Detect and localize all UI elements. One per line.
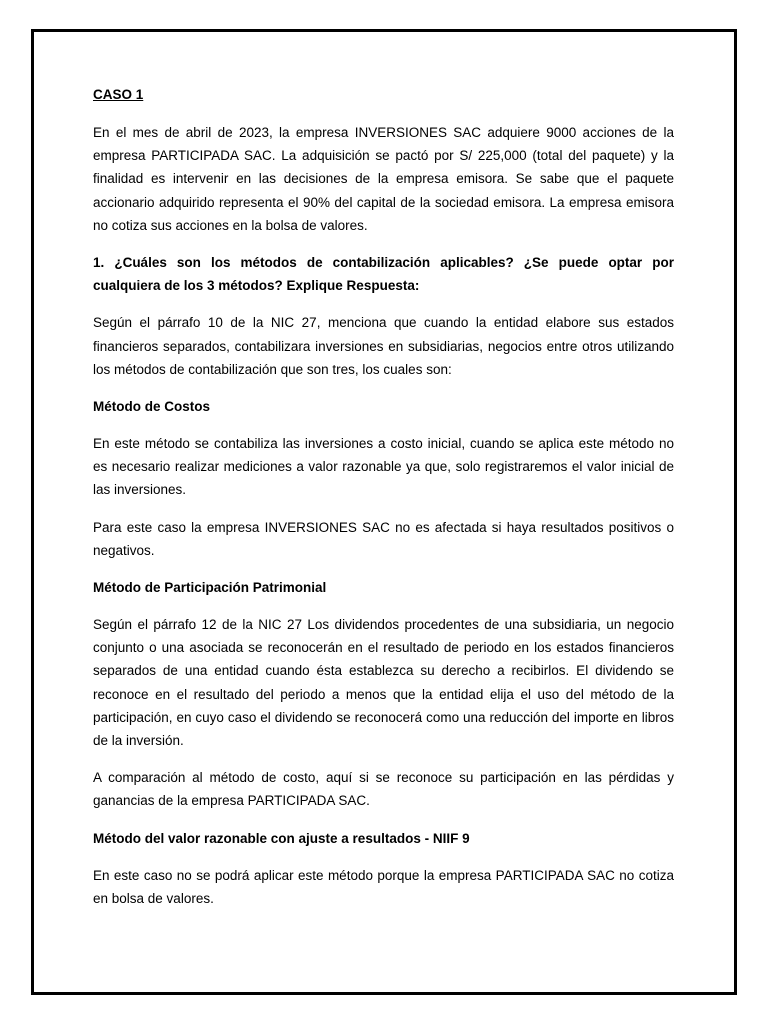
section-paragraph: A comparación al método de costo, aquí si se reconoce su participación en las pérdidas y ganancias de la empresa PARTICIPADA SAC. [93, 770, 674, 809]
section-paragraph: Según el párrafo 12 de la NIC 27 Los dividendos procedentes de una subsidiaria, un negocio conjunto o una asociada se reconocerán en el resultado de periodo en los estados financieros separados de una entidad cuando ésta establezca su derecho a recibirlos. El dividendo se reconoce en el resultado del periodo a menos que la entidad elija el uso del método de la participación, en cuyo caso el dividendo se reconocerá como una reducción del importe en libros de la inversión. [93, 617, 674, 749]
section-paragraph: En este caso no se podrá aplicar este método porque la empresa PARTICIPADA SAC no cotiza en bolsa de valores. [93, 867, 674, 906]
section-paragraph: Para este caso la empresa INVERSIONES SAC no es afectada si haya resultados positivos o negativos. [93, 519, 674, 558]
question-paragraph: 1. ¿Cuáles son los métodos de contabilización aplicables? ¿Se puede optar por cualquiera de los 3 métodos? Explique Respuesta: [93, 255, 674, 294]
section-paragraph: En este método se contabiliza las inversiones a costo inicial, cuando se aplica este método no es necesario realizar mediciones a valor razonable ya que, solo registraremos el valor inicial de las inversiones. [93, 436, 674, 498]
section-heading-costos: Método de Costos [93, 399, 210, 415]
document-title: CASO 1 [93, 87, 144, 102]
document-body [93, 83, 674, 924]
section-heading-valor-razonable: Método del valor razonable con ajuste a resultados - NIIF 9 [93, 830, 470, 846]
section-heading-participacion: Método de Participación Patrimonial [93, 580, 327, 596]
answer-intro-paragraph: Según el párrafo 10 de la NIC 27, menciona que cuando la entidad elabore sus estados financieros separados, contabilizara inversiones en subsidiarias, negocios entre otros utilizando los métodos de contabilización que son tres, los cuales son: [93, 315, 674, 377]
case-intro-paragraph: En el mes de abril de 2023, la empresa INVERSIONES SAC adquiere 9000 acciones de la empresa PARTICIPADA SAC. La adquisición se pactó por S/ 225,000 (total del paquete) y la finalidad es intervenir en las decisiones de la empresa emisora. Se sabe que el paquete accionario adquirido representa el 90% del capital de la sociedad emisora. La empresa emisora no cotiza sus acciones en la bolsa de valores. [93, 125, 674, 233]
